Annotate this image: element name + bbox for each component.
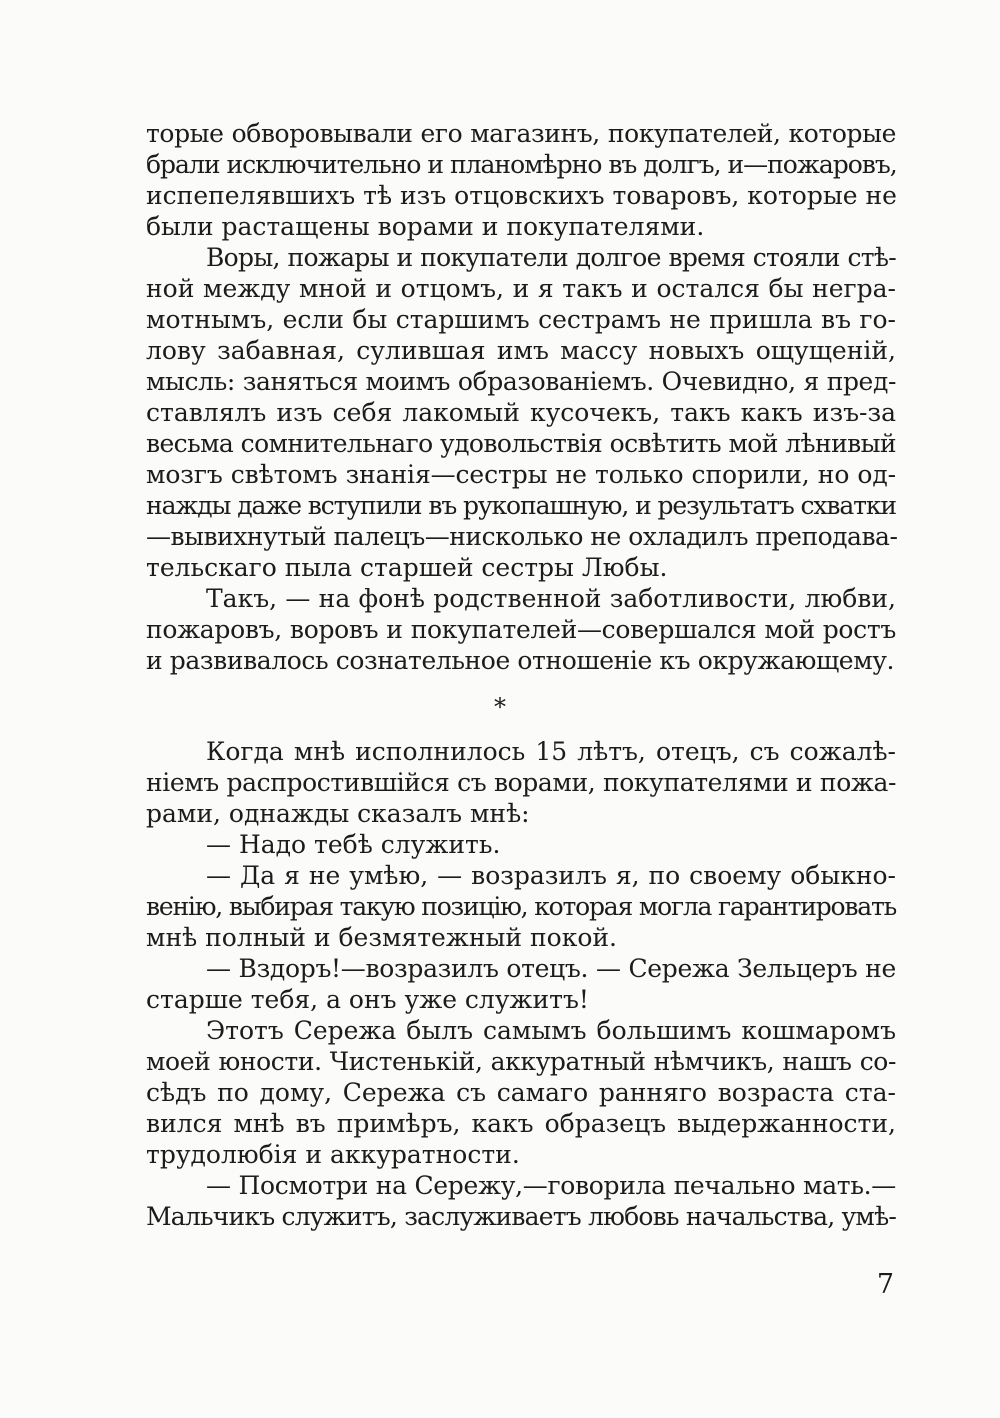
- text-line: испепелявшихъ тѣ изъ отцовскихъ товаровъ, которые не: [146, 181, 897, 210]
- text-line: Этотъ Сережа былъ самымъ большимъ кошмаромъ: [206, 1016, 896, 1045]
- text-line: Мальчикъ служитъ, заслуживаетъ любовь начальства, умѣ-: [146, 1202, 896, 1231]
- text-line: мысль: заняться моимъ образованіемъ. Очевидно, я пред-: [146, 367, 896, 396]
- text-line: Когда мнѣ исполнилось 15 лѣтъ, отецъ, съ сожалѣ-: [206, 737, 896, 766]
- text-line: венію, выбирая такую позицію, которая могла гарантировать: [146, 892, 896, 921]
- text-line: — Вздоръ!—возразилъ отецъ. — Сережа Зельцеръ не: [206, 954, 896, 983]
- text-line: мнѣ полный и безмятежный покой.: [146, 923, 617, 952]
- text-line: трудолюбія и аккуратности.: [146, 1140, 520, 1169]
- text-line: брали исключительно и планомѣрно въ долгъ, и—пожаровъ,: [146, 150, 897, 179]
- text-line: — Посмотри на Сережу,—говорила печально мать.—: [206, 1171, 896, 1200]
- text-line: Воры, пожары и покупатели долгое время стояли стѣ-: [206, 243, 896, 272]
- text-line: мотнымъ, если бы старшимъ сестрамъ не пришла въ го-: [146, 305, 896, 334]
- text-line: тельскаго пыла старшей сестры Любы.: [146, 553, 668, 582]
- text-block-bottom: [146, 736, 896, 1232]
- text-line: лову забавная, сулившая имъ массу новыхъ ощущеній,: [146, 336, 896, 365]
- text-line: были растащены ворами и покупателями.: [146, 212, 705, 241]
- text-line: и развивалось сознательное отношеніе къ окружающему.: [146, 646, 895, 675]
- text-line: весьма сомнительнаго удовольствія освѣтить мой лѣнивый: [146, 429, 896, 458]
- text-line: ніемъ распростившійся съ ворами, покупателями и пожа-: [146, 768, 896, 797]
- section-separator: *: [494, 693, 506, 721]
- text-block-top: [146, 118, 896, 676]
- page-number: 7: [876, 1269, 894, 1300]
- text-line: — Да я не умѣю, — возразилъ я, по своему обыкно-: [206, 861, 896, 890]
- text-line: вился мнѣ въ примѣръ, какъ образецъ выдержанности,: [146, 1109, 896, 1138]
- text-line: Такъ, — на фонѣ родственной заботливости, любви,: [206, 584, 896, 613]
- text-line: ной между мной и отцомъ, и я такъ и остался бы негра-: [146, 274, 896, 303]
- text-line: мозгъ свѣтомъ знанія—сестры не только спорили, но од-: [146, 460, 896, 489]
- text-line: пожаровъ, воровъ и покупателей—совершался мой ростъ: [146, 615, 896, 644]
- text-line: —вывихнутый палецъ—нисколько не охладилъ преподава-: [146, 522, 898, 551]
- text-line: рами, однажды сказалъ мнѣ:: [146, 799, 530, 828]
- text-line: старше тебя, а онъ уже служитъ!: [146, 985, 589, 1014]
- text-line: сѣдъ по дому, Сережа съ самаго ранняго возраста ста-: [146, 1078, 896, 1107]
- text-line: торые обворовывали его магазинъ, покупателей, которые: [146, 119, 896, 148]
- text-line: — Надо тебѣ служить.: [206, 830, 501, 859]
- text-line: ставлялъ изъ себя лакомый кусочекъ, такъ какъ изъ-за: [146, 398, 896, 427]
- text-line: нажды даже вступили въ рукопашную, и результатъ схватки: [146, 491, 896, 520]
- text-line: моей юности. Чистенькій, аккуратный нѣмчикъ, нашъ со-: [146, 1047, 896, 1076]
